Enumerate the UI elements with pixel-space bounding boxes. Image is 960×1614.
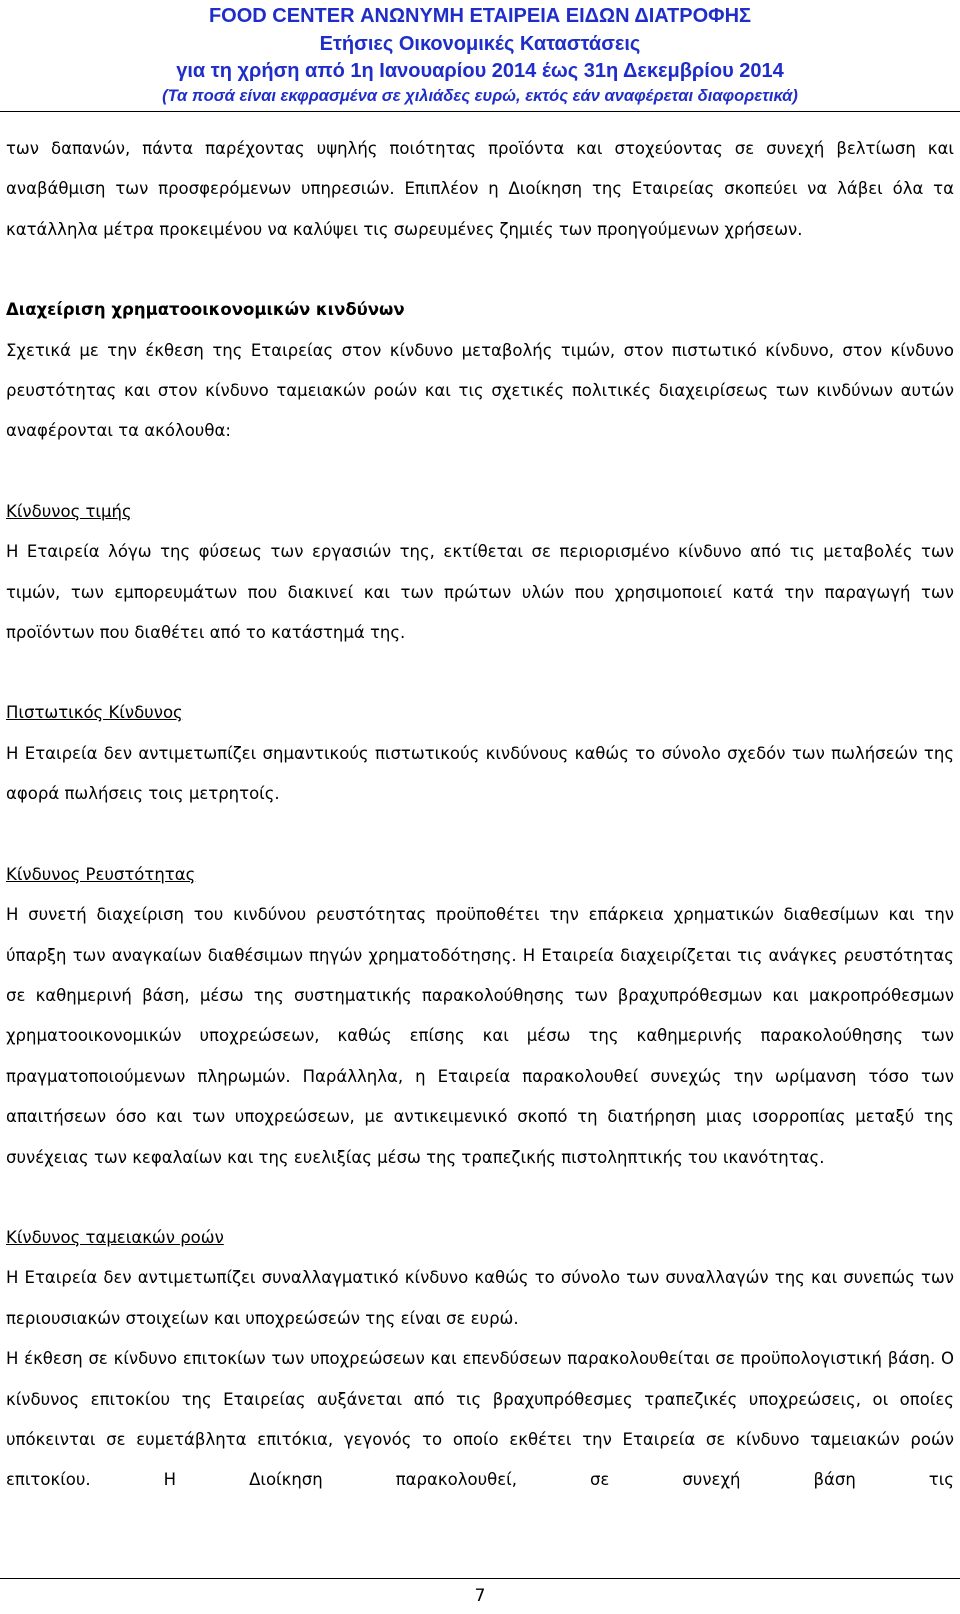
liquidity-risk-text: Η συνετή διαχείριση του κινδύνου ρευστότητας προϋποθέτει την επάρκεια χρηματικών διαθεσίμων και την ύπαρξη των αναγκαίων διαθέσιμων πηγών χρηματοδότησης. Η Εταιρεία διαχειρίζεται τις ανάγκες ρευστότητας σε καθημερινή βάση, μέσω της συστηματικής παρακολούθησης των βραχυπρόθεσμων και μακροπρόθεσμων χρηματοοικονομικών υποχρεώσεων, καθώς επίσης και μέσω της καθημερινής παρακολούθησης των πραγματοποιούμενων πληρωμών. Παράλληλα, η Εταιρεία παρακολουθεί συνεχώς την ωρίμανση τόσο των απαιτήσεων όσο και των υποχρεώσεων, με αντικειμενικό σκοπό τη διατήρηση μιας ισορροπίας μεταξύ της συνέχειας των κεφαλαίων και της ευελιξίας μέσω της τραπεζικής πιστοληπτικής του ικανότητας. xyxy=(6,905,954,1167)
subheading-liquidity-risk: Κίνδυνος Ρευστότητας xyxy=(6,864,196,884)
cashflow-risk-text-1: Η Εταιρεία δεν αντιμετωπίζει συναλλαγματικό κίνδυνο καθώς το σύνολο των συναλλαγών της και συνεπώς των περιουσιακών στοιχείων και υποχρεώσεών της είναι σε ευρώ. xyxy=(6,1268,954,1328)
header-divider xyxy=(0,111,960,112)
price-risk-text: Η Εταιρεία λόγω της φύσεως των εργασιών της, εκτίθεται σε περιορισμένο κίνδυνο από τις μεταβολές των τιμών, των εμπορευμάτων που διακινεί και των πρώτων υλών που χρησιμοποιεί κατά την παραγωγή των προϊόντων που διαθέτει από το κατάστημά της. xyxy=(6,542,954,643)
amounts-note: (Τα ποσά είναι εκφρασμένα σε χιλιάδες ευρώ, εκτός εάν αναφέρεται διαφορετικά) xyxy=(162,87,798,105)
reporting-period: για τη χρήση από 1η Ιανουαρίου 2014 έως 31η Δεκεμβρίου 2014 xyxy=(176,60,784,82)
risk-management-intro: Σχετικά με την έκθεση της Εταιρείας στον κίνδυνο μεταβολής τιμών, στον πιστωτικό κίνδυνο, στον κίνδυνο ρευστότητας και στον κίνδυνο ταμειακών ροών και τις σχετικές πολιτικές διαχειρίσεως των κινδύνων αυτών αναφέρονται τα ακόλουθα: xyxy=(6,340,954,441)
intro-paragraph: των δαπανών, πάντα παρέχοντας υψηλής ποιότητας προϊόντα και στοχεύοντας σε συνεχή βελτίωση και αναβάθμιση των προσφερόμενων υπηρεσιών. Επιπλέον η Διοίκηση της Εταιρείας σκοπεύει να λάβει όλα τα κατάλληλα μέτρα προκειμένου να καλύψει τις σωρευμένες ζημιές των προηγούμενων χρήσεων. xyxy=(6,139,954,239)
section-heading-risk-management: Διαχείριση χρηματοοικονομικών κινδύνων xyxy=(6,300,405,320)
subheading-credit-risk: Πιστωτικός Κίνδυνος xyxy=(6,703,183,723)
subheading-price-risk: Κίνδυνος τιμής xyxy=(6,501,132,521)
cashflow-risk-text-2: Η έκθεση σε κίνδυνο επιτοκίων των υποχρεώσεων και επενδύσεων παρακολουθείται σε προϋπολογιστική βάση. Ο κίνδυνος επιτοκίου της Εταιρείας αυξάνεται από τις βραχυπρόθεσμες τραπεζικές υποχρεώσεις, οι οποίες υπόκεινται σε ευμετάβλητα επιτόκια, γεγονός το οποίο εκθέτει την Εταιρεία σε κίνδυνο ταμειακών ροών επιτοκίου. Η Διοίκηση παρακολουθεί, σε συνεχή βάση τις xyxy=(6,1349,954,1490)
document-title: Ετήσιες Οικονομικές Καταστάσεις xyxy=(319,33,641,55)
document-body xyxy=(6,129,954,1501)
footer-divider xyxy=(0,1578,960,1579)
page-number: 7 xyxy=(474,1586,486,1606)
company-name: FOOD CENTER ΑΝΩΝΥΜΗ ΕΤΑΙΡΕΙΑ ΕΙΔΩΝ ΔΙΑΤΡΟΦΗΣ xyxy=(208,5,752,27)
credit-risk-text: Η Εταιρεία δεν αντιμετωπίζει σημαντικούς πιστωτικούς κινδύνους καθώς το σύνολο σχεδόν των πωλήσεών της αφορά πωλήσεις τοις μετρητοίς. xyxy=(6,743,954,804)
subheading-cashflow-risk: Κίνδυνος ταμειακών ροών xyxy=(6,1227,224,1247)
